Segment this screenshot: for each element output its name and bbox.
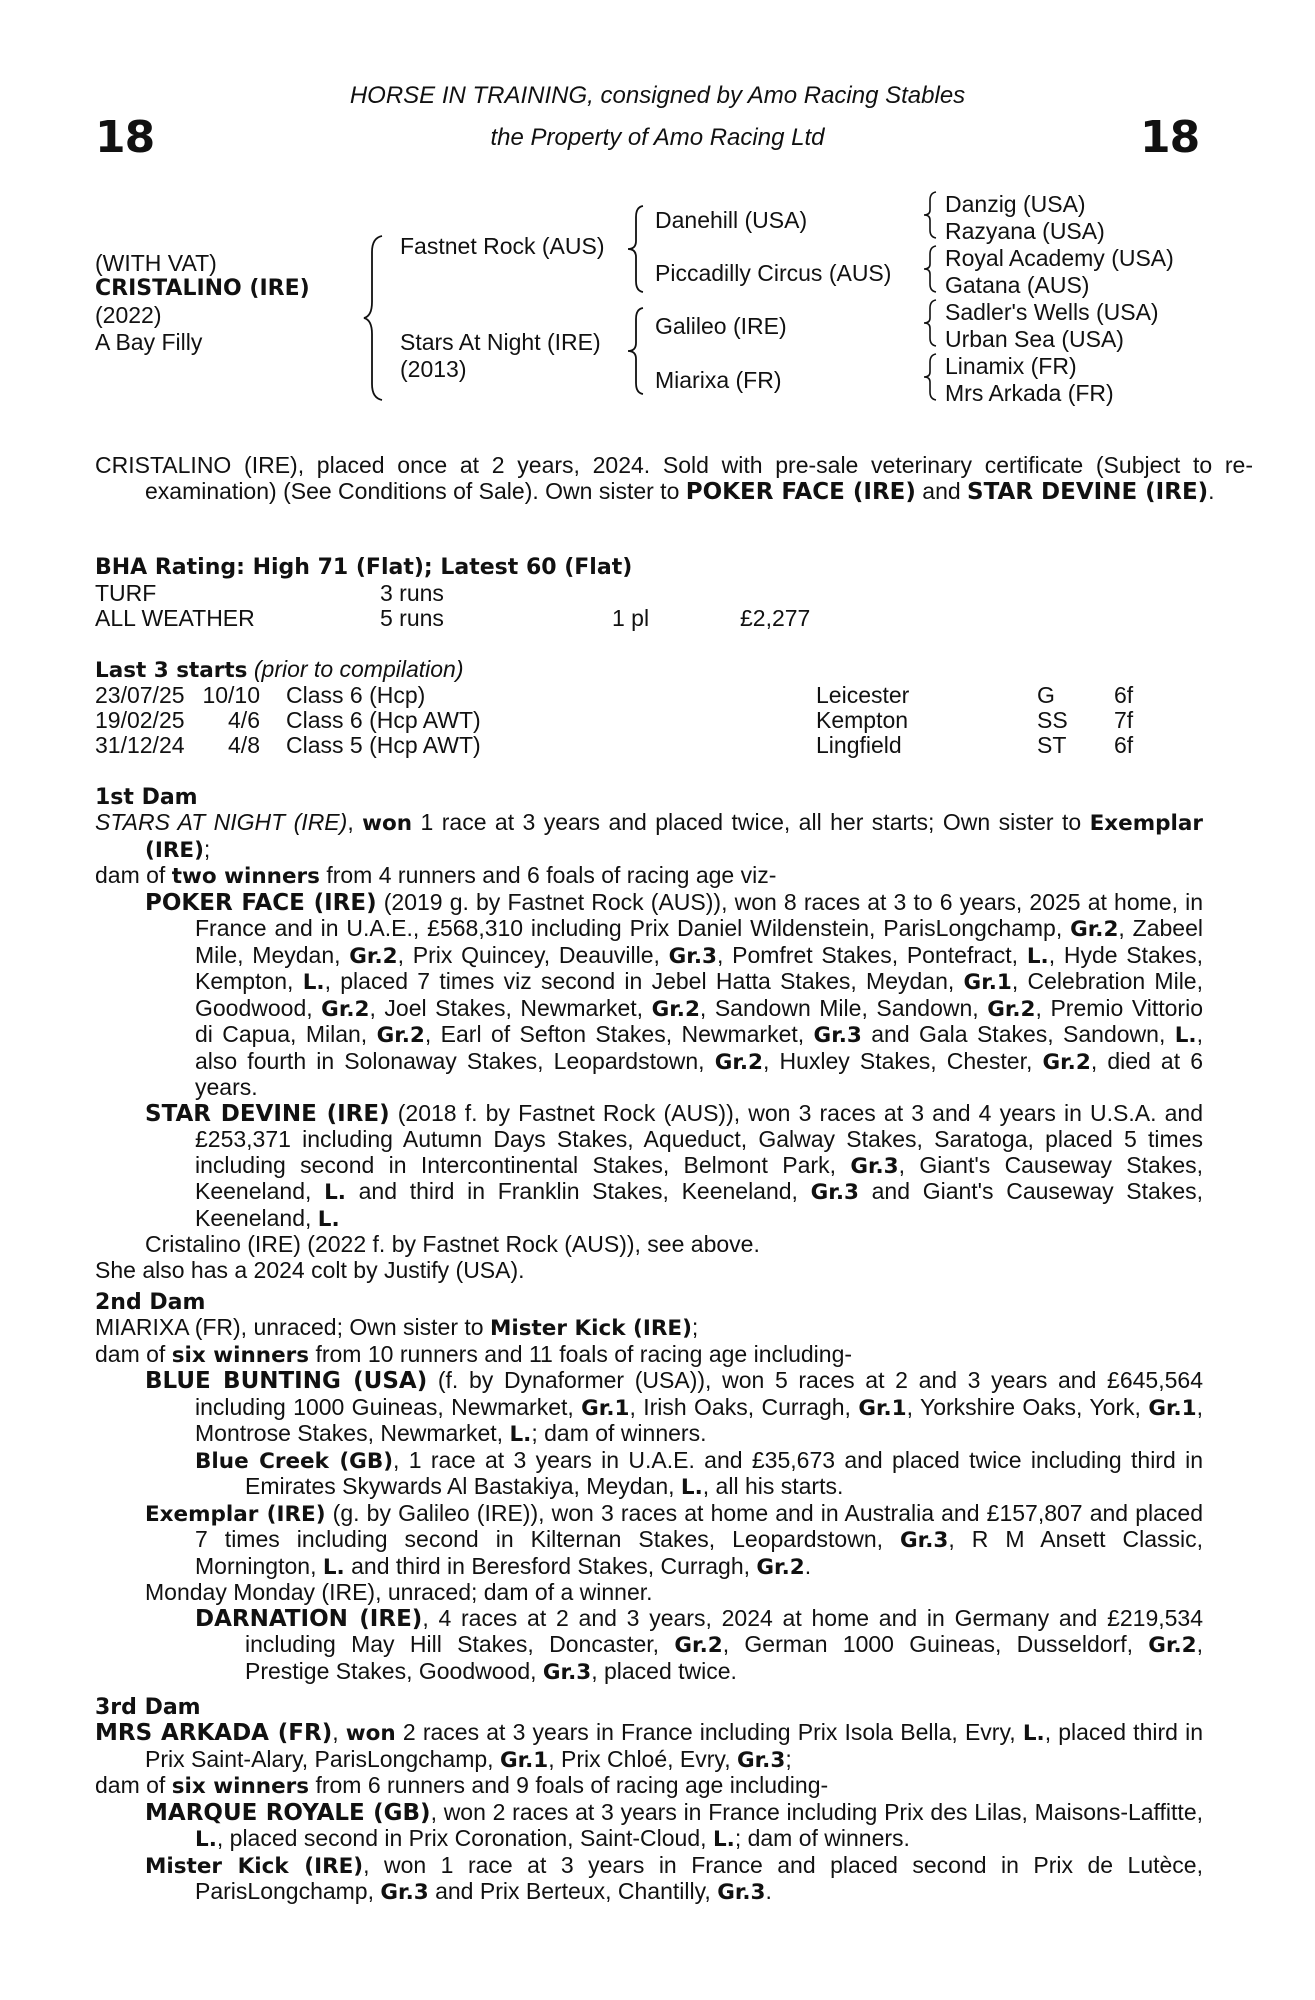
bold-text: Gr.2 [674, 1633, 723, 1658]
bold-text: Blue Creek (GB) [195, 1448, 394, 1474]
dam1-section [95, 810, 1203, 1283]
text: . [1208, 477, 1215, 504]
text: She also has a 2024 colt by Justify (USA). [95, 1256, 525, 1283]
text: ; dam of winners. [531, 1420, 707, 1446]
bold-text: Gr.2 [376, 1023, 425, 1048]
bold-text: Exemplar (IRE) [145, 1501, 326, 1527]
pedigree-brace-main [360, 232, 390, 404]
text: (f. by Dynaformer (USA)), won 5 races at 2 and 3 years and £645,564 including 1000 Guineas, Newmarket, [195, 1367, 1203, 1420]
bold-text: Gr.1 [499, 1747, 549, 1773]
horse-name-text: POKER FACE (IRE) [145, 889, 377, 916]
bold-text: Gr.3 [813, 1023, 862, 1048]
rating-runs: 3 runs [380, 580, 444, 606]
bold-text: Gr.3 [810, 1180, 859, 1205]
text: Monday Monday (IRE), unraced; dam of a winner. [145, 1579, 653, 1605]
text: dam of [95, 1340, 172, 1367]
text: , 1 race at 3 years in U.A.E. and £35,673 and placed twice including third in Emirates Skywards Al Bastakiya, Meydan, [245, 1446, 1203, 1499]
text: , [332, 1719, 346, 1745]
text: ; [203, 835, 211, 862]
text: , also fourth in Solonaway Stakes, Leopardstown, [195, 1021, 1203, 1074]
horse-name-text: BLUE BUNTING (USA) [145, 1368, 428, 1394]
start-date: 19/02/25 [95, 707, 185, 733]
text: and Gala Stakes, Sandown, [861, 1021, 1175, 1047]
dam2-section [95, 1315, 1203, 1685]
bold-text: Gr.1 [963, 970, 1012, 995]
pedigree-entry [95, 1800, 1203, 1853]
text: (2019 g. by Fastnet Rock (AUS)), won 8 races at 3 to 6 years, 2025 at home, in France and in U.A.E., £568,310 including Prix Daniel Wildenstein, ParisLongchamp, [195, 888, 1203, 941]
start-dist: 6f [1114, 732, 1134, 758]
text: , won 2 races at 3 years in France including Prix des Lilas, Maisons-Laffitte, [430, 1798, 1203, 1825]
bold-text: L. [324, 1180, 346, 1205]
pedigree-entry [95, 1315, 1203, 1342]
text: ; [785, 1745, 792, 1772]
text: , Giant's Causeway Stakes, Keeneland, [195, 1151, 1204, 1204]
start-race: Class 5 (Hcp AWT) [286, 732, 481, 758]
dam3-heading: 3rd Dam [95, 1695, 201, 1720]
text: , Premio Vittorio di Capua, Milan, [195, 994, 1203, 1047]
pedigree-entry [95, 1606, 1203, 1686]
text: . [765, 1878, 772, 1904]
gen3-ancestor: Danzig (USA) [945, 191, 1086, 217]
consignor-heading: HORSE IN TRAINING, consigned by Amo Racing Stables [349, 82, 966, 109]
last-starts-heading [95, 657, 464, 683]
pedigree-entry [95, 1232, 1203, 1258]
bold-text: won [362, 811, 413, 836]
horse-name-text: POKER FACE (IRE) [685, 478, 916, 505]
pedigree-entry [95, 1501, 1203, 1581]
text: MIARIXA (FR), unraced; Own sister to [95, 1314, 490, 1340]
text: , Prix Quincey, Deauville, [397, 941, 669, 968]
text: , placed third in Prix Saint-Alary, ParisLongchamp, [145, 1719, 1203, 1772]
start-pos: 10/10 [202, 682, 260, 708]
pedigree-entry [95, 890, 1203, 1101]
text: , Irish Oaks, Curragh, [629, 1393, 859, 1420]
gen3-ancestor: Urban Sea (USA) [945, 326, 1124, 352]
bold-text: six winners [171, 1774, 310, 1799]
text: , Zabeel Mile, Meydan, [195, 915, 1203, 968]
text: ; dam of winners. [734, 1825, 910, 1851]
horse-name-text: STAR DEVINE (IRE) [145, 1100, 390, 1127]
text: , Prestige Stakes, Goodwood, [245, 1631, 1203, 1684]
start-dist: 6f [1114, 682, 1134, 708]
bold-text: L. [509, 1422, 532, 1447]
bha-rating-heading: BHA Rating: High 71 (Flat); Latest 60 (Flat) [95, 555, 633, 580]
sire: Fastnet Rock (AUS) [400, 233, 605, 259]
gen3-ancestor: Gatana (AUS) [945, 272, 1090, 298]
horse-name: CRISTALINO (IRE) [95, 276, 310, 301]
bold-text: Gr.1 [1148, 1395, 1197, 1421]
lot-number-left: 18 [95, 112, 155, 163]
sire-brace [625, 203, 647, 295]
text: 2 races at 3 years in France including Prix Isola Bella, Evry, [395, 1719, 1023, 1745]
bold-text: Gr.2 [321, 996, 370, 1022]
text: Cristalino (IRE) (2022 f. by Fastnet Rock (AUS)), see above. [145, 1231, 760, 1257]
bold-text: won [345, 1721, 396, 1746]
bold-text: L. [1174, 1023, 1197, 1048]
text: dam of [95, 1772, 172, 1798]
dam: Stars At Night (IRE) [400, 329, 601, 355]
text: , Celebration Mile, Goodwood, [195, 968, 1203, 1021]
pedigree-entry [95, 1258, 1203, 1284]
pedigree-entry [95, 1368, 1203, 1448]
property-heading: the Property of Amo Racing Ltd [490, 124, 825, 151]
text: , Earl of Sefton Stakes, Newmarket, [424, 1021, 814, 1047]
vat-label: (WITH VAT) [95, 250, 217, 276]
bold-text: Exemplar (IRE) [145, 811, 1203, 863]
bold-text: Gr.2 [1070, 917, 1119, 942]
pedigree-entry [95, 1342, 1203, 1369]
bold-text: Mister Kick (IRE) [489, 1316, 692, 1341]
start-going: SS [1037, 707, 1068, 733]
horse-year: (2022) [95, 302, 162, 328]
pedigree-entry [95, 1773, 1203, 1800]
dam1-heading: 1st Dam [95, 785, 198, 810]
rating-surface: ALL WEATHER [95, 605, 255, 631]
text: and Giant's Causeway Stakes, Keeneland, [195, 1178, 1204, 1231]
start-date: 31/12/24 [95, 732, 185, 758]
start-going: ST [1037, 732, 1067, 758]
rating-runs: 5 runs [380, 605, 444, 631]
last-starts-title: Last 3 starts [95, 658, 248, 683]
pedigree-entry [95, 1720, 1203, 1773]
bold-text: Gr.3 [737, 1747, 786, 1773]
text: (2018 f. by Fastnet Rock (AUS)), won 3 races at 3 and 4 years in U.S.A. and £253,371 including Autumn Days Stakes, Aqueduct, Galway Stakes, Saratoga, placed 5 times including second in Intercontinental Stakes, Belmont Park, [195, 1099, 1204, 1178]
bold-text: Gr.3 [380, 1880, 429, 1905]
start-course: Leicester [816, 682, 910, 708]
rating-placed: 1 pl [612, 605, 650, 631]
bold-text: Gr.3 [542, 1659, 592, 1685]
dam-year: (2013) [400, 356, 467, 382]
gen3-brace-1 [922, 190, 940, 240]
bold-text: Gr.2 [714, 1049, 763, 1075]
bold-text: Gr.1 [858, 1395, 907, 1421]
text: , Prix Chloé, Evry, [548, 1745, 737, 1772]
bold-text: Gr.3 [900, 1528, 949, 1553]
text: , Pomfret Stakes, Pontefract, [716, 941, 1027, 968]
bold-text: L. [1022, 1721, 1045, 1746]
italic-text: STARS AT NIGHT (IRE) [95, 809, 348, 835]
gen3-brace-2 [922, 244, 940, 294]
horse-name-text: MRS ARKADA (FR) [95, 1720, 333, 1746]
bold-text: six winners [171, 1342, 310, 1368]
lot-number-right: 18 [1140, 112, 1200, 163]
text: , Joel Stakes, Newmarket, [369, 994, 652, 1021]
text: , Sandown Mile, Sandown, [699, 994, 988, 1021]
dam2-heading: 2nd Dam [95, 1290, 206, 1315]
start-dist: 7f [1114, 707, 1134, 733]
text: (g. by Galileo (IRE)), won 3 races at home and in Australia and £157,807 and placed 7 times including second in Kilternan Stakes, Leopardstown, [195, 1499, 1203, 1552]
start-date: 23/07/25 [95, 682, 185, 708]
sire-sire: Danehill (USA) [655, 207, 808, 233]
bold-text: Gr.2 [756, 1554, 805, 1580]
gen3-ancestor: Linamix (FR) [945, 353, 1077, 379]
bold-text: Gr.3 [717, 1880, 766, 1905]
bold-text: Mister Kick (IRE) [145, 1853, 364, 1879]
text: from 10 runners and 11 foals of racing age including- [309, 1340, 853, 1367]
horse-description: A Bay Filly [95, 329, 203, 355]
horse-summary [95, 453, 1253, 505]
start-race: Class 6 (Hcp) [286, 682, 426, 708]
text: 1 race at 3 years and placed twice, all her starts; Own sister to [412, 809, 1090, 835]
text: , placed 7 times viz second in Jebel Hatta Stakes, Meydan, [324, 968, 964, 994]
bold-text: Gr.3 [850, 1153, 899, 1179]
bold-text: L. [680, 1475, 703, 1500]
text: , placed twice. [591, 1657, 737, 1684]
bold-text: L. [322, 1554, 345, 1580]
bold-text: Gr.3 [668, 943, 717, 969]
text: , won 1 race at 3 years in France and placed second in Prix de Lutèce, ParisLongchamp, [195, 1851, 1203, 1904]
start-going: G [1037, 682, 1055, 708]
bold-text: L. [1026, 943, 1049, 969]
text: and Prix Berteux, Chantilly, [428, 1878, 718, 1904]
horse-name-text: STAR DEVINE (IRE) [967, 478, 1209, 505]
bold-text: L. [195, 1827, 217, 1852]
text: , all his starts. [702, 1473, 844, 1499]
text: dam of [95, 862, 172, 888]
bold-text: Gr.2 [349, 943, 398, 969]
text: CRISTALINO (IRE), placed once at 2 years, 2024. Sold with pre-sale veterinary certificate (Subject to re-examination) (See Conditions of Sale). Own sister to [95, 452, 1253, 504]
pedigree-entry [95, 810, 1203, 863]
dam-dam: Miarixa (FR) [655, 367, 782, 393]
gen3-ancestor: Razyana (USA) [945, 218, 1105, 244]
gen3-ancestor: Mrs Arkada (FR) [945, 380, 1114, 406]
rating-prize: £2,277 [740, 605, 811, 631]
start-pos: 4/6 [228, 707, 260, 733]
horse-name-text: DARNATION (IRE) [195, 1605, 423, 1632]
start-race: Class 6 (Hcp AWT) [286, 707, 481, 733]
dam3-section [95, 1720, 1203, 1906]
gen3-brace-3 [922, 298, 940, 348]
start-course: Kempton [816, 707, 909, 733]
bold-text: L. [712, 1827, 735, 1852]
bold-text: Gr.2 [651, 996, 700, 1022]
text: , Montrose Stakes, Newmarket, [195, 1393, 1204, 1446]
bold-text: two winners [171, 864, 320, 889]
bold-text: L. [317, 1206, 340, 1232]
dam-brace [625, 305, 647, 397]
horse-name-text: MARQUE ROYALE (GB) [145, 1799, 431, 1826]
text: , [347, 809, 363, 835]
start-course: Lingfield [816, 732, 902, 758]
pedigree-entry [95, 1853, 1203, 1906]
pedigree-entry [95, 1448, 1203, 1501]
rating-surface: TURF [95, 580, 157, 606]
gen3-brace-4 [922, 352, 940, 402]
bold-text: Gr.2 [1042, 1049, 1091, 1075]
text: from 4 runners and 6 foals of racing age viz- [319, 862, 777, 888]
text: , Yorkshire Oaks, York, [906, 1393, 1149, 1420]
last-starts-note: (prior to compilation) [253, 656, 464, 682]
text: , died at 6 years. [195, 1047, 1203, 1100]
gen3-ancestor: Royal Academy (USA) [945, 245, 1174, 271]
text: and third in Franklin Stakes, Keeneland, [345, 1178, 811, 1204]
pedigree-entry [95, 1101, 1203, 1233]
text: , placed second in Prix Coronation, Saint-Cloud, [216, 1825, 713, 1851]
text: and third in Beresford Stakes, Curragh, [344, 1552, 757, 1579]
dam-sire: Galileo (IRE) [655, 313, 787, 339]
text: , German 1000 Guineas, Dusseldorf, [722, 1631, 1149, 1657]
pedigree-entry [95, 1580, 1203, 1606]
text: , R M Ansett Classic, Mornington, [195, 1526, 1203, 1579]
gen3-ancestor: Sadler's Wells (USA) [945, 299, 1159, 325]
text: and [915, 477, 968, 504]
text: , Hyde Stakes, Kempton, [195, 941, 1203, 994]
text: . [804, 1552, 812, 1579]
bold-text: L. [302, 970, 325, 995]
bold-text: Gr.2 [1148, 1633, 1197, 1658]
text: , 4 races at 2 and 3 years, 2024 at home and in Germany and £219,534 including May Hill Stakes, Doncaster, [245, 1604, 1204, 1657]
bold-text: Gr.2 [987, 996, 1036, 1022]
bold-text: Gr.1 [581, 1395, 630, 1421]
start-pos: 4/8 [228, 732, 260, 758]
sire-dam: Piccadilly Circus (AUS) [655, 260, 892, 286]
pedigree-entry [95, 863, 1203, 890]
text: , Huxley Stakes, Chester, [763, 1047, 1043, 1074]
text: from 6 runners and 9 foals of racing age including- [309, 1772, 829, 1798]
text: ; [691, 1314, 699, 1340]
